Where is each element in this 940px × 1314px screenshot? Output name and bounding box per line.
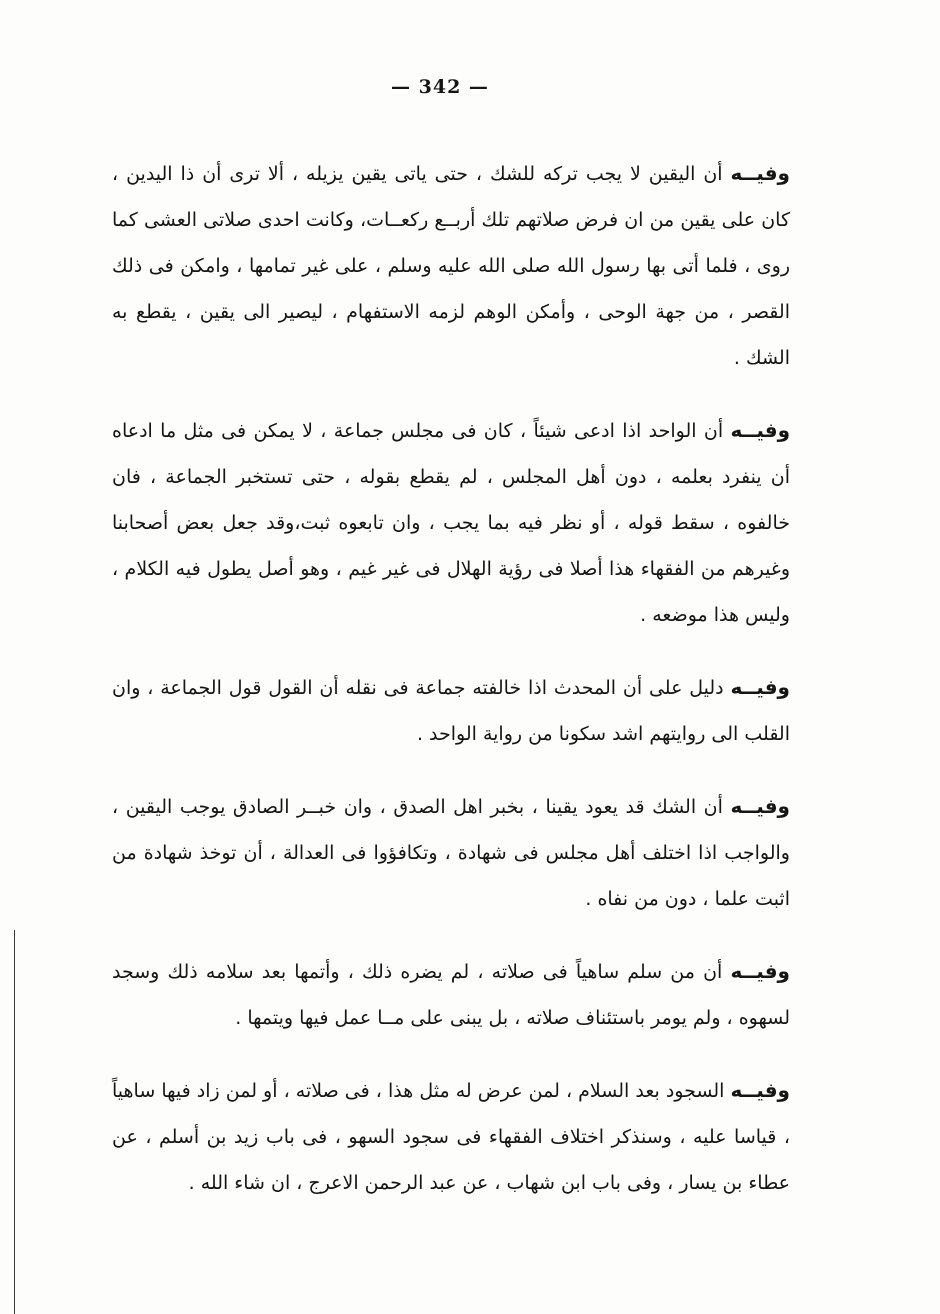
page-body [112,150,790,1206]
page-number: — 342 — [391,76,489,98]
paragraph-2 [112,407,790,638]
paragraph-text: السجود بعد السلام ، لمن عرض له مثل هذا ، فى صلاته ، أو لمن زاد فيها ساهياً ، قياسا عليه ، وسنذكر اختلاف الفقهاء فى سجود السهو ، فى باب زيد بن أسلم ، عن عطاء بن يسار ، وفى باب ابن شهاب ، عن عبد الرحمن الاعرج ، ان شاء الله . [112,1080,790,1194]
paragraph-text: أن الشك قد يعود يقينا ، بخبر اهل الصدق ، وان خبــر الصادق يوجب اليقين ، والواجب اذا اختلف أهل مجلس فى شهادة ، وتكافؤوا فى العدالة ، أن توخذ شهادة من اثبت علما ، دون من نفاه . [112,796,790,910]
paragraph-lead: وفيــه [730,1078,790,1102]
paragraph-text: أن من سلم ساهياً فى صلاته ، لم يضره ذلك ، وأتمها بعد سلامه ذلك وسجد لسهوه ، ولم يومر باستئناف صلاته ، بل يبنى على مــا عمل فيها ويتمها . [112,961,790,1029]
paragraph-4 [112,783,790,922]
paragraph-6 [112,1067,790,1206]
paragraph-3 [112,664,790,757]
paragraph-5 [112,948,790,1041]
paragraph-text: أن اليقين لا يجب تركه للشك ، حتى ياتى يقين يزيله ، ألا ترى أن ذا اليدين ، كان على يقين من ان فرض صلاتهم تلك أربــع ركعــات، وكانت احدى صلاتى العشى كما روى ، فلما أتى بها رسول الله صلى الله عليه وسلم ، على غير تمامها ، وامكن فى ذلك القصر ، من جهة الوحى ، وأمكن الوهم لزمه الاستفهام ، ليصير الى يقين ، يقطع به الشك . [112,163,790,369]
paragraph-text: دليل على أن المحدث اذا خالفته جماعة فى نقله أن القول قول الجماعة ، وان القلب الى روايتهم اشد سكونا من رواية الواحد . [112,677,790,745]
scan-edge-line [14,930,15,1314]
paragraph-lead: وفيــه [730,794,790,818]
paragraph-lead: وفيــه [730,418,791,442]
paragraph-lead: وفيــه [730,161,790,185]
paragraph-lead: وفيــه [730,675,790,699]
paragraph-text: أن الواحد اذا ادعى شيئاً ، كان فى مجلس جماعة ، لا يمكن فى مثل ما ادعاه أن ينفرد بعلمه ، دون أهل المجلس ، لم يقطع بقوله ، حتى تستخبر الجماعة ، فان خالفوه ، سقط قوله ، أو نظر فيه بما يجب ، وان تابعوه ثبت،وقد جعل بعض أصحابنا وغيرهم من الفقهاء هذا أصلا فى رؤية الهلال فى غير غيم ، وهو أصل يطول فيه الكلام ، وليس هذا موضعه . [112,420,790,626]
paragraph-1 [112,150,790,381]
paragraph-lead: وفيــه [730,959,790,983]
